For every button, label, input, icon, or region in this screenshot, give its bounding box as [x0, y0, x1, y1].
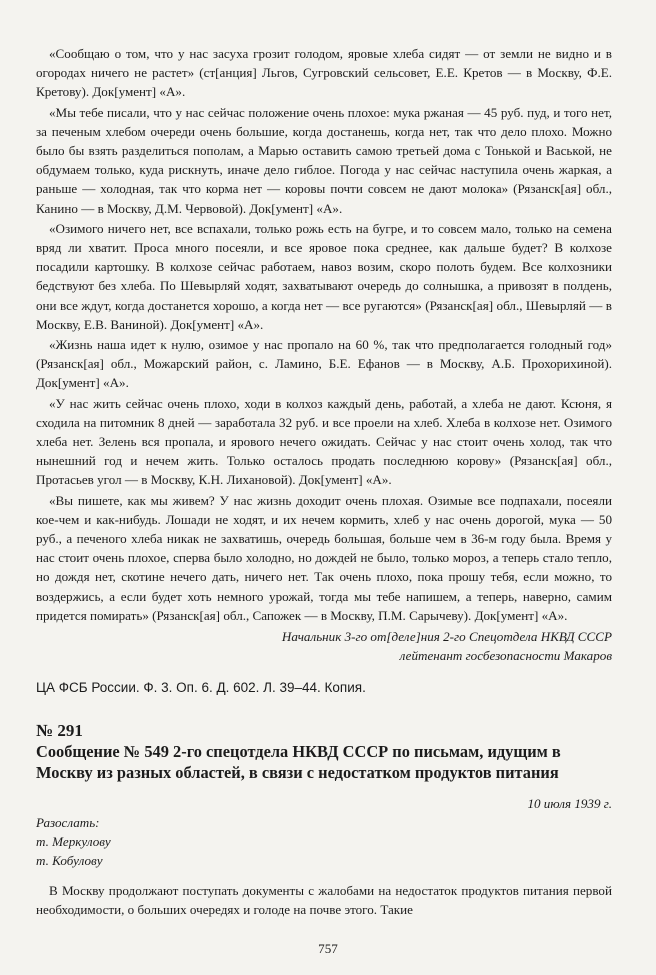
- signature-position: Начальник 3-го от[деле]ния 2-го Спецотдела НКВД СССР: [281, 629, 612, 645]
- letter-quote-3: «Озимого ничего нет, все вспахали, только рожь есть на бугре, и то совсем мало, только на семена вряд ли хватит. Проса много посеяли, и все яровое пока среднее, как дальше будет? В колхозе посадили картошку. В колхозе сейчас работаем, навоз возим, скоро полоть будем. Все колхозники бедствуют без хлеба. По Шевырляй ходят, захватывают очередь до солнышка, а привозят в полдень, они все ждут, когда достанется хорошо, а когда нет — все ругаются» (Рязанск[ая] обл., Шевырляй — в Москву, Е.В. Ваниной). Док[умент] «А».: [36, 220, 612, 332]
- letter-quote-2: «Мы тебе писали, что у нас сейчас положение очень плохое: мука ржаная — 45 руб. пуд, и того нет, за печеным хлебом очереди очень большие, когда достанешь, когда нет, так что дело плохо. Можно было бы взять разделиться пополам, а Марью оставить самою третьей дома с Тонькой и Васькой, не обдумаем только, куда рискнуть, иначе дело гиблое. Погода у нас сейчас наступила очень жаркая, а раньше — холодная, так что корма нет — коровы почти совсем не дают молока» (Рязанск[ая] обл., Канино — в Москву, Д.М. Червовой). Док[умент] «А».: [36, 104, 612, 216]
- archive-source: ЦА ФСБ России. Ф. 3. Оп. 6. Д. 602. Л. 39–44. Копия.: [36, 679, 366, 695]
- letter-quote-4: «Жизнь наша идет к нулю, озимое у нас пропало на 60 %, так что предполагается голодный год» (Рязанск[ая] обл., Можарский район, с. Ламино, Б.Е. Ефанов — в Москву, А.Б. Прохорихиной). Док[умент] «А».: [36, 337, 612, 391]
- document-number: № 291: [36, 720, 83, 740]
- document-date: 10 июля 1939 г.: [527, 795, 612, 811]
- letter-quote-6: «Вы пишете, как мы живем? У нас жизнь доходит очень плохая. Озимые все подпахали, посеяли кое-чем и как-нибудь. Лошади не ходят, и их нечем кормить, хлеб у нас очень дорогой, мука — 50 руб., а печеного хлеба никак не захватишь, очередь большая, больше чем в 36-м году была. Время у нас стоит очень плохое, сперва было холодно, но дождей не было, только мороз, а теперь стало тепло, но дождя нет, скотине нечего дать, ничего нет. Так очень плохо, пока прошу тебя, если можно, то воздержись, а если будет хоть немного урожай, тогда мы тебе напишем, а теперь, наверно, самим придется помирать» (Рязанск[ая] обл., Сапожек — в Москву, П.М. Сарычеву). Док[умент] «А».: [36, 492, 612, 623]
- document-body: В Москву продолжают поступать документы с жалобами на недостаток продуктов питания первой необходимости, о больших очередях и голоде на почве этого. Такие: [36, 882, 612, 917]
- page-number: 757: [318, 941, 338, 956]
- document-title: Сообщение № 549 2-го спецотдела НКВД СССР по письмам, идущим в Москву из разных областей, в связи с недостатком продуктов питания: [36, 741, 561, 782]
- document-header: [36, 720, 612, 870]
- letter-quote-5: «У нас жить сейчас очень плохо, ходи в колхоз каждый день, работай, а хлеба не дают. Ксюня, я сходила на питомник 8 дней — заработала 32 руб. и все проели на хлеб. Хлеба в колхозе нет. Озимого хлеба нет. Зелень вся пропала, и ярового нечего ожидать. Сейчас у нас стоит очень холод, так что нынешний год и нечем жить. Только осталось продать последнюю корову» (Рязанск[ая] обл., Протасьев угол — в Москву, К.Н. Лихановой). Док[умент] «А».: [36, 395, 612, 488]
- signature-block: [36, 627, 612, 665]
- signature-name: лейтенант госбезопасности Макаров: [399, 648, 612, 664]
- letters-section: [36, 44, 612, 625]
- recipient-2: т. Кобулову: [36, 852, 103, 868]
- distribution-label: Разослать:: [36, 814, 100, 830]
- recipient-1: т. Меркулову: [36, 833, 111, 849]
- letter-quote-1: «Сообщаю о том, что у нас засуха грозит голодом, яровые хлеба сидят — от земли не видно и в огородах ничего не растет» (ст[анция] Льгов, Сугровский сельсовет, Е.Е. Кретов — в Москву, Ф.Е. Кретову). Док[умент] «А».: [36, 46, 612, 100]
